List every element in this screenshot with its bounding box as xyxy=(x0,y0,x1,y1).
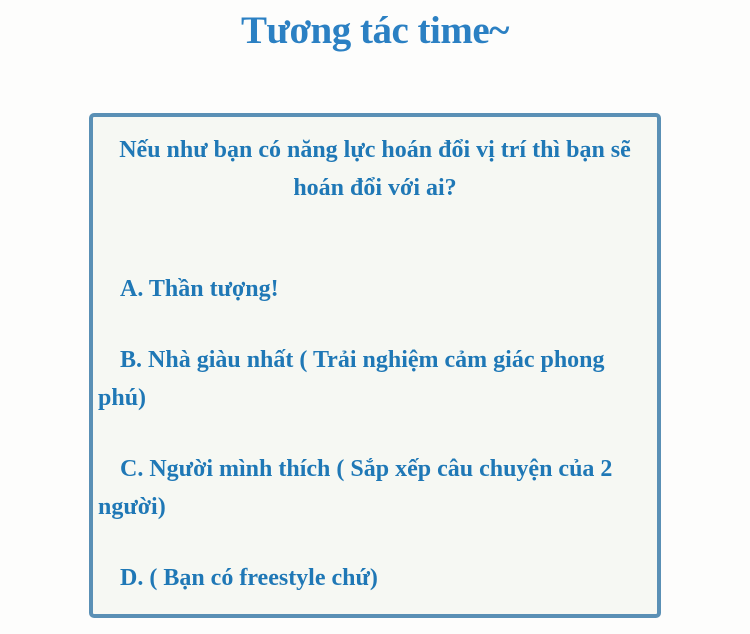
option-d xyxy=(98,559,652,597)
option-c-text-wrap: người) xyxy=(98,494,166,520)
options-list xyxy=(98,270,652,597)
option-b xyxy=(98,341,652,417)
option-d-text: D. ( Bạn có freestyle chứ) xyxy=(120,565,378,591)
question-line-2: hoán đổi với ai? xyxy=(293,175,457,201)
option-a-text: A. Thần tượng! xyxy=(120,276,279,302)
question-line-1: Nếu như bạn có năng lực hoán đổi vị trí thì bạn sẽ xyxy=(119,137,631,163)
option-a xyxy=(98,270,652,308)
page-title: Tương tác time~ xyxy=(241,9,509,52)
option-c-text: C. Người mình thích ( Sắp xếp câu chuyện của 2 xyxy=(120,456,613,482)
question-text xyxy=(98,131,652,207)
question-box xyxy=(89,113,661,618)
option-b-text-wrap: phú) xyxy=(98,385,147,411)
option-c xyxy=(98,450,652,526)
option-b-text: B. Nhà giàu nhất ( Trải nghiệm cảm giác phong xyxy=(120,347,605,373)
